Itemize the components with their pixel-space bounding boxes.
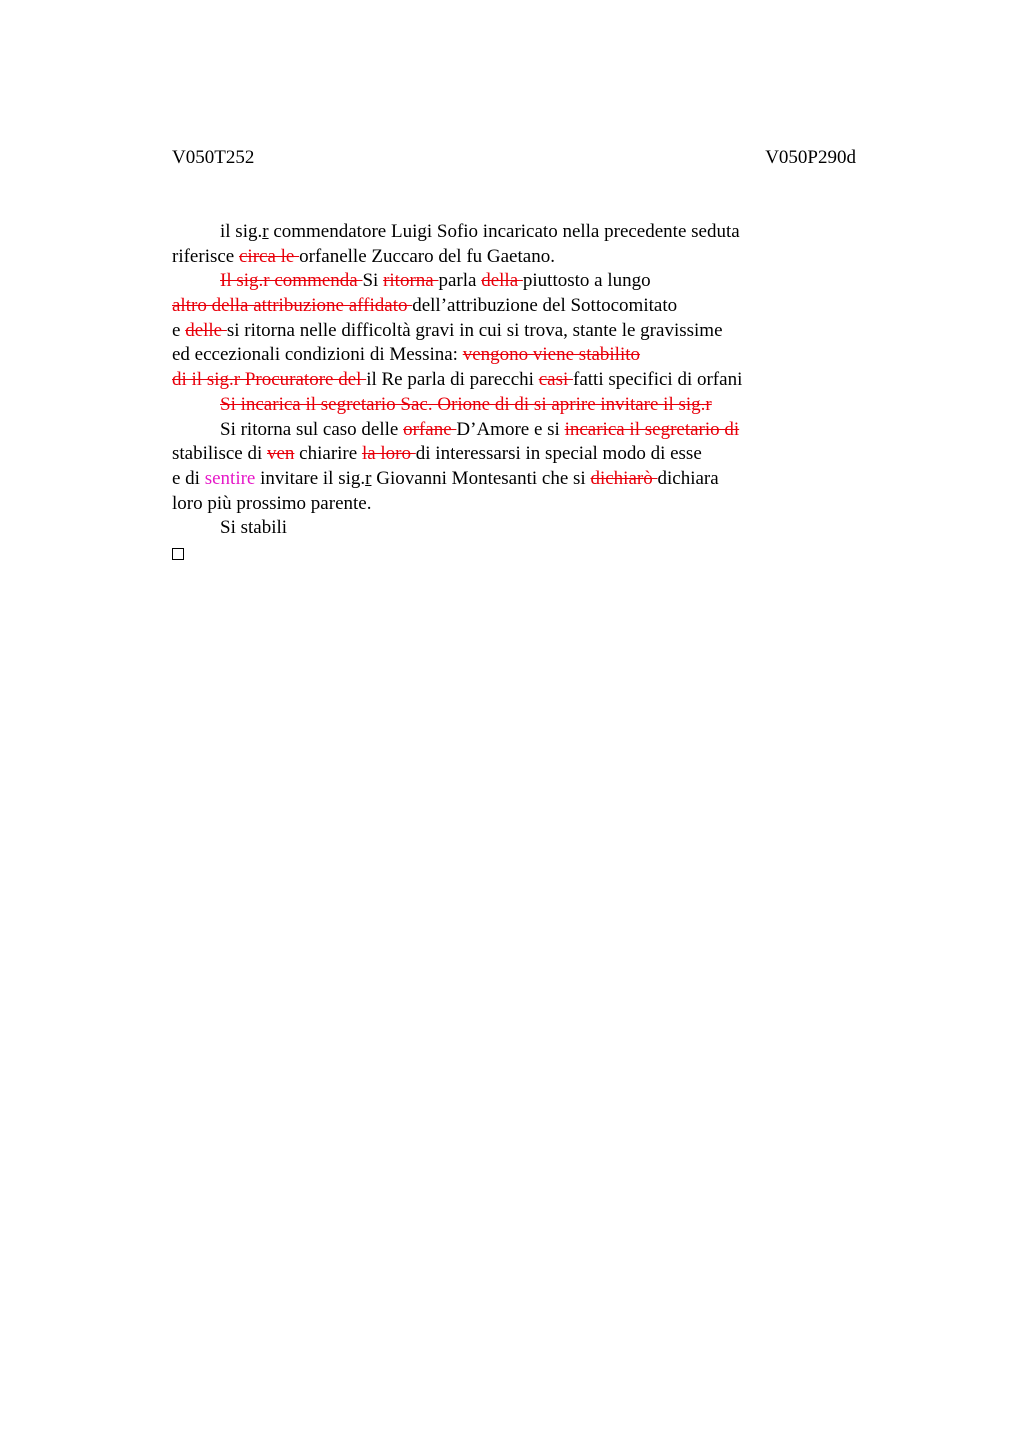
line-text: dichiara	[657, 467, 719, 489]
line-text: e di	[172, 467, 205, 489]
line-text: Si	[362, 270, 384, 292]
deleted-text: Il sig.r commenda	[220, 270, 363, 292]
line-text: di interessarsi in special modo di esse	[415, 443, 702, 465]
line-text: il sig.	[220, 221, 263, 242]
line-text: ed eccezionali condizioni di Messina:	[172, 344, 463, 366]
deleted-text: casi	[538, 369, 573, 391]
line-text: fatti specifici di orfani	[573, 369, 743, 391]
text-line	[172, 294, 872, 319]
deleted-text: dichiarò	[590, 467, 658, 489]
line-text: dell’attribuzione del Sottocomitato	[412, 295, 678, 317]
deleted-text: Si incarica il segretario Sac. Orione di di si aprire invitare il sig.r	[220, 393, 712, 415]
document-id-left: V050T252	[172, 147, 255, 168]
deleted-text: della	[481, 270, 523, 292]
line-text: D’Amore e si	[456, 418, 565, 440]
deleted-text: di il sig.r Procuratore del	[172, 369, 367, 391]
transcription-body	[172, 220, 872, 566]
line-text: chiarire	[294, 443, 362, 465]
text-line	[172, 442, 872, 467]
line-text: piuttosto a lungo	[522, 270, 651, 292]
deleted-text: delle	[185, 319, 227, 341]
deleted-text: circa le	[238, 245, 300, 267]
deleted-text: la loro	[361, 443, 416, 465]
empty-square-icon	[172, 548, 184, 560]
abbreviation-mark: r	[262, 221, 269, 242]
line-text: si ritorna nelle difficoltà gravi in cui si trova, stante le gravissime	[226, 319, 723, 341]
deleted-text: altro della attribuzione affidato	[172, 295, 413, 317]
text-line	[172, 269, 872, 294]
text-line	[172, 393, 872, 418]
line-text: il Re parla di parecchi	[366, 369, 539, 391]
inserted-text: sentire	[204, 467, 256, 489]
deleted-text: ritorna	[383, 270, 439, 292]
text-line	[172, 220, 872, 245]
line-text: loro più prossimo parente.	[172, 492, 372, 514]
text-line	[172, 492, 872, 517]
text-line	[172, 368, 872, 393]
document-id-right: V050P290d	[765, 147, 856, 168]
line-text: riferisce	[172, 245, 239, 267]
deleted-text: vengono viene stabilito	[462, 344, 641, 366]
line-text: e	[172, 319, 186, 341]
deleted-text: orfane	[403, 418, 457, 440]
line-text: commendatore Luigi Sofio incaricato nella precedente seduta	[268, 221, 740, 242]
deleted-text: incarica il segretario di	[564, 418, 740, 440]
text-line	[172, 418, 872, 443]
text-line	[172, 516, 872, 541]
line-text: Giovanni Montesanti che si	[371, 467, 591, 489]
text-line	[172, 343, 872, 368]
text-line	[172, 467, 872, 492]
text-line	[172, 319, 872, 344]
deleted-text: ven	[266, 443, 295, 465]
line-text: invitare il sig.	[255, 467, 366, 489]
end-marker	[172, 541, 872, 566]
text-line	[172, 245, 872, 270]
line-text: Si stabili	[220, 517, 288, 539]
line-text: parla	[438, 270, 482, 292]
line-text: Si ritorna sul caso delle	[220, 418, 404, 440]
line-text: orfanelle Zuccaro del fu Gaetano.	[299, 245, 555, 267]
line-text: stabilisce di	[172, 443, 267, 465]
abbreviation-mark: r	[365, 467, 372, 489]
